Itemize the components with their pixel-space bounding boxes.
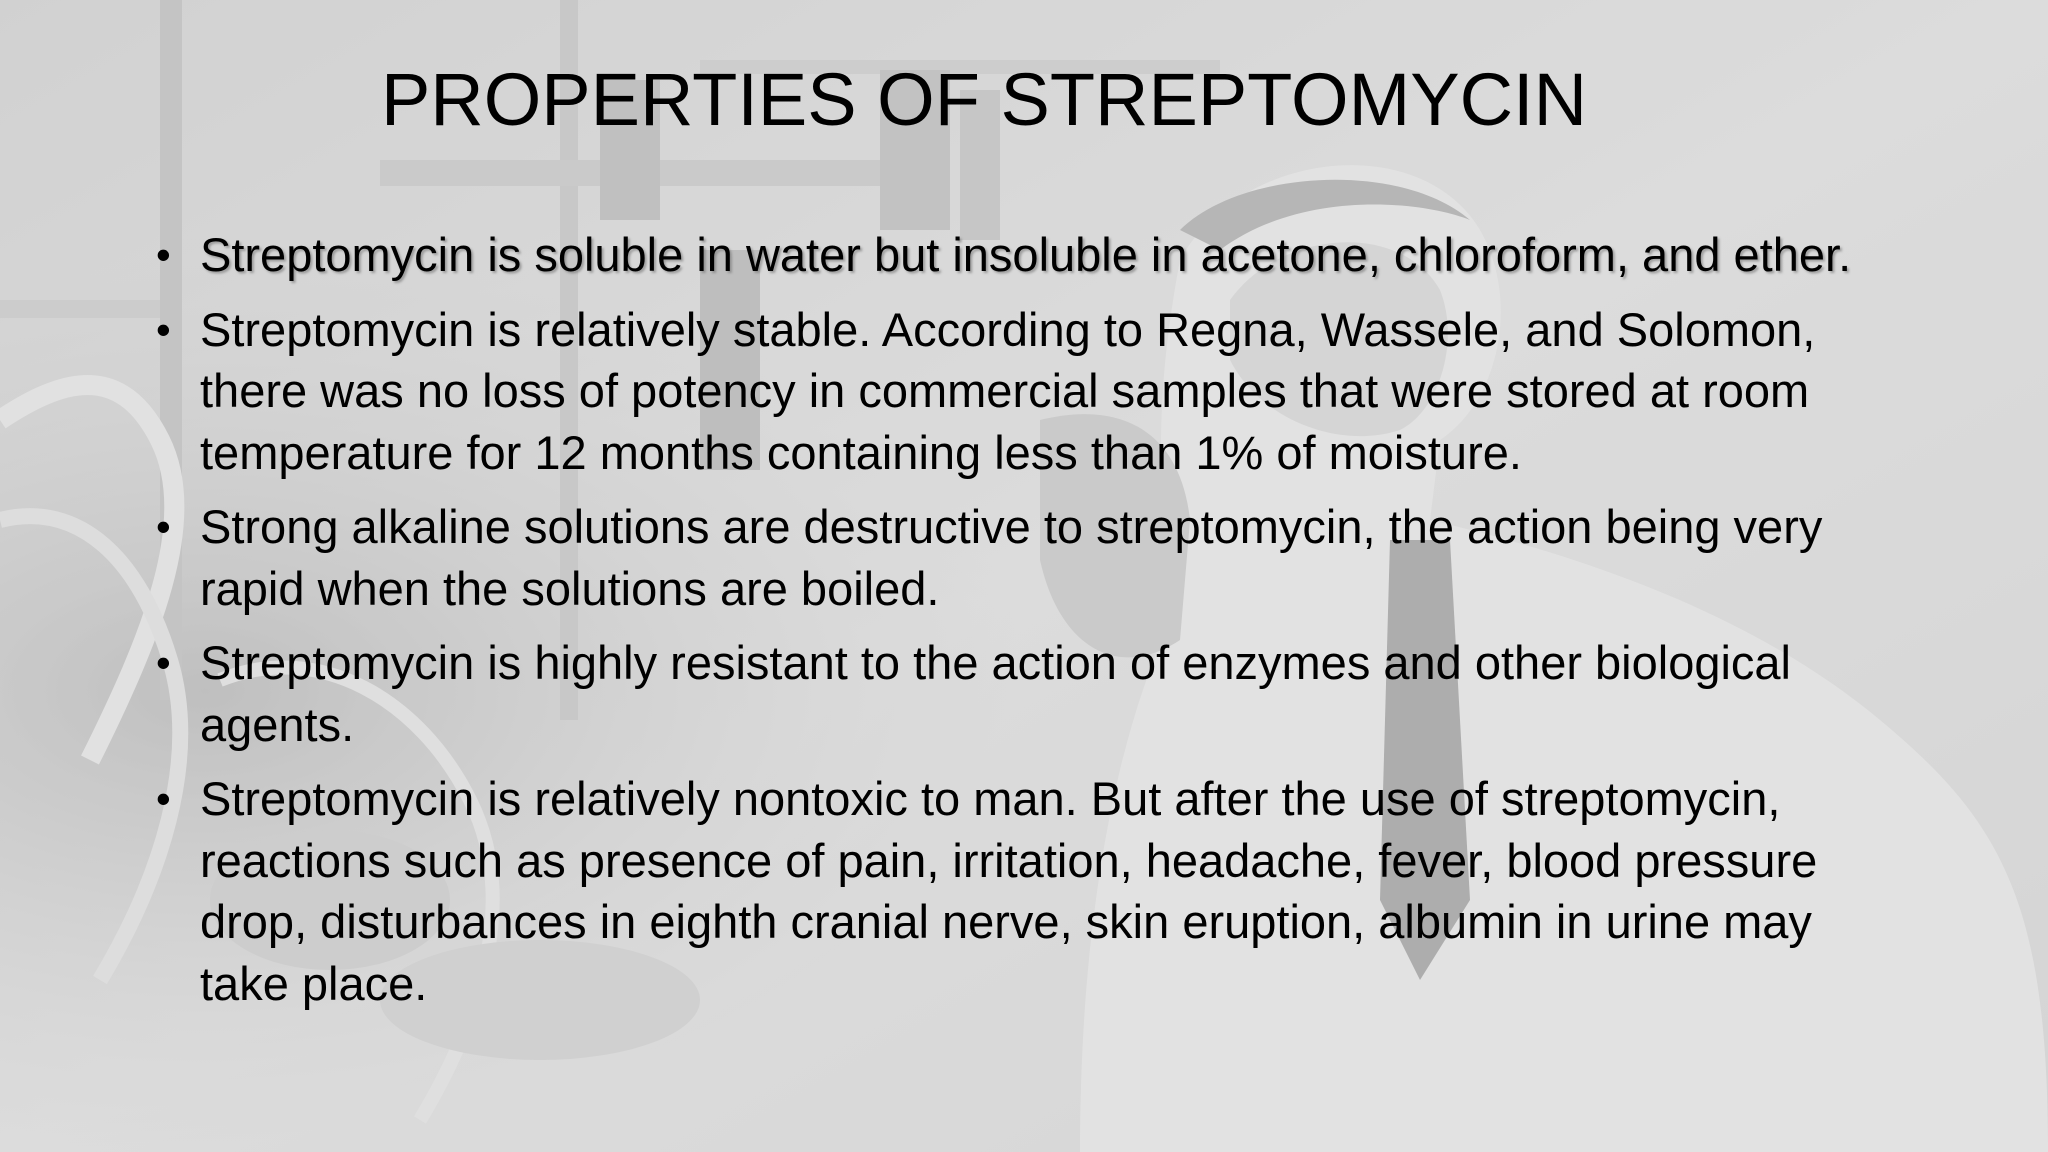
bullet-marker: • [156,231,171,278]
bullet-marker: • [156,775,171,822]
bullet-item [152,632,1872,755]
bullet-list [152,224,1872,1027]
bullet-marker: • [156,639,171,686]
bullet-text: Streptomycin is soluble in water but insoluble in acetone, chloroform, and ether. [200,228,1852,281]
slide-title: PROPERTIES OF STREPTOMYCIN [380,58,1588,141]
bullet-item [152,768,1872,1014]
bullet-marker: • [156,305,171,353]
bullet-item [152,224,1872,286]
bullet-item [152,496,1872,619]
bullet-item [152,299,1872,484]
bullet-text: Strong alkaline solutions are destructive to streptomycin, the action being very rapid when the solutions are boiled. [200,500,1823,615]
bullet-marker: • [156,503,171,550]
bullet-text: Streptomycin is relatively nontoxic to man. But after the use of streptomycin, reactions such as presence of pain, irritation, headache, fever, blood pressure drop, disturbances in eighth cranial nerve, skin eruption, albumin in urine may take place. [200,772,1818,1010]
bullet-text: Streptomycin is relatively stable. According to Regna, Wassele, and Solomon, there was no loss of potency in commercial samples that were stored at room temperature for 12 months containing less than 1% of moisture. [200,302,1816,479]
bullet-text: Streptomycin is highly resistant to the action of enzymes and other biological agents. [200,636,1792,751]
